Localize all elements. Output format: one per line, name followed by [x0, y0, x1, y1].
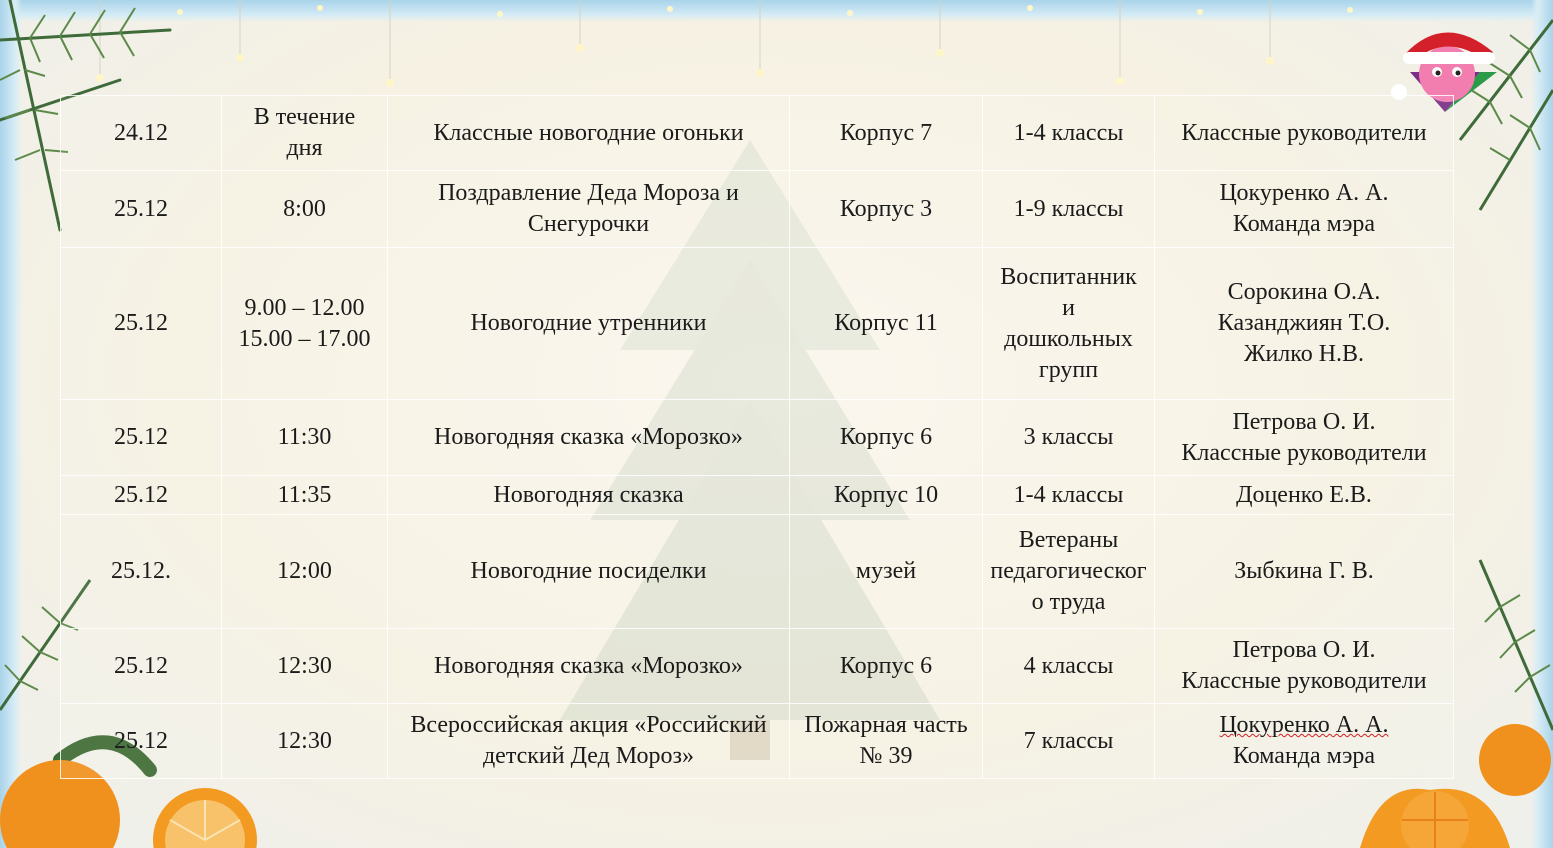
date-cell: 24.12 — [61, 96, 222, 171]
table-row — [61, 171, 1454, 248]
events-schedule-table — [60, 95, 1454, 779]
time-cell: В течение дня — [222, 96, 388, 171]
time-cell: 11:30 — [222, 400, 388, 476]
participants-cell: Воспитанник и дошкольных групп — [983, 248, 1155, 400]
time-cell: 9.00 – 12.00 15.00 – 17.00 — [222, 248, 388, 400]
time-cell: 8:00 — [222, 171, 388, 248]
time-cell: 12:30 — [222, 629, 388, 704]
date-cell: 25.12 — [61, 476, 222, 515]
place-cell: Корпус 11 — [790, 248, 983, 400]
date-cell: 25.12 — [61, 248, 222, 400]
event-cell: Новогодняя сказка «Морозко» — [388, 629, 790, 704]
place-cell: музей — [790, 515, 983, 629]
table-row — [61, 96, 1454, 171]
participants-cell: Ветераны педагогическог о труда — [983, 515, 1155, 629]
time-cell: 11:35 — [222, 476, 388, 515]
event-cell: Новогодние утренники — [388, 248, 790, 400]
participants-cell: 4 классы — [983, 629, 1155, 704]
place-cell: Пожарная часть № 39 — [790, 704, 983, 779]
place-cell: Корпус 3 — [790, 171, 983, 248]
event-cell: Поздравление Деда Мороза и Снегурочки — [388, 171, 790, 248]
table-row — [61, 476, 1454, 515]
place-cell: Корпус 6 — [790, 629, 983, 704]
date-cell: 25.12. — [61, 515, 222, 629]
participants-cell: 1-9 классы — [983, 171, 1155, 248]
event-cell: Всероссийская акция «Российский детский Дед Мороз» — [388, 704, 790, 779]
event-cell: Классные новогодние огоньки — [388, 96, 790, 171]
table-row — [61, 704, 1454, 779]
responsible-cell: Доценко Е.В. — [1155, 476, 1454, 515]
event-cell: Новогодняя сказка «Морозко» — [388, 400, 790, 476]
event-cell: Новогодняя сказка — [388, 476, 790, 515]
date-cell: 25.12 — [61, 704, 222, 779]
time-cell: 12:00 — [222, 515, 388, 629]
participants-cell: 1-4 классы — [983, 96, 1155, 171]
participants-cell: 1-4 классы — [983, 476, 1155, 515]
table-row — [61, 515, 1454, 629]
spellcheck-underlined-name: Цокуренко А. А. — [1219, 712, 1389, 738]
table-row — [61, 400, 1454, 476]
responsible-cell: Зыбкина Г. В. — [1155, 515, 1454, 629]
table-row — [61, 248, 1454, 400]
garland-lights — [60, 0, 1380, 110]
responsible-cell: Петрова О. И. Классные руководители — [1155, 629, 1454, 704]
place-cell: Корпус 7 — [790, 96, 983, 171]
date-cell: 25.12 — [61, 629, 222, 704]
responsible-cell: Сорокина О.А. Казанджиян Т.О. Жилко Н.В. — [1155, 248, 1454, 400]
time-cell: 12:30 — [222, 704, 388, 779]
date-cell: 25.12 — [61, 171, 222, 248]
place-cell: Корпус 10 — [790, 476, 983, 515]
responsible-cell: Петрова О. И. Классные руководители — [1155, 400, 1454, 476]
responsible-cell: Цокуренко А. А. Команда мэра — [1155, 704, 1454, 779]
responsible-cell: Цокуренко А. А. Команда мэра — [1155, 171, 1454, 248]
table-row — [61, 629, 1454, 704]
responsible-cell: Классные руководители — [1155, 96, 1454, 171]
participants-cell: 3 классы — [983, 400, 1155, 476]
event-cell: Новогодние посиделки — [388, 515, 790, 629]
participants-cell: 7 классы — [983, 704, 1155, 779]
date-cell: 25.12 — [61, 400, 222, 476]
place-cell: Корпус 6 — [790, 400, 983, 476]
